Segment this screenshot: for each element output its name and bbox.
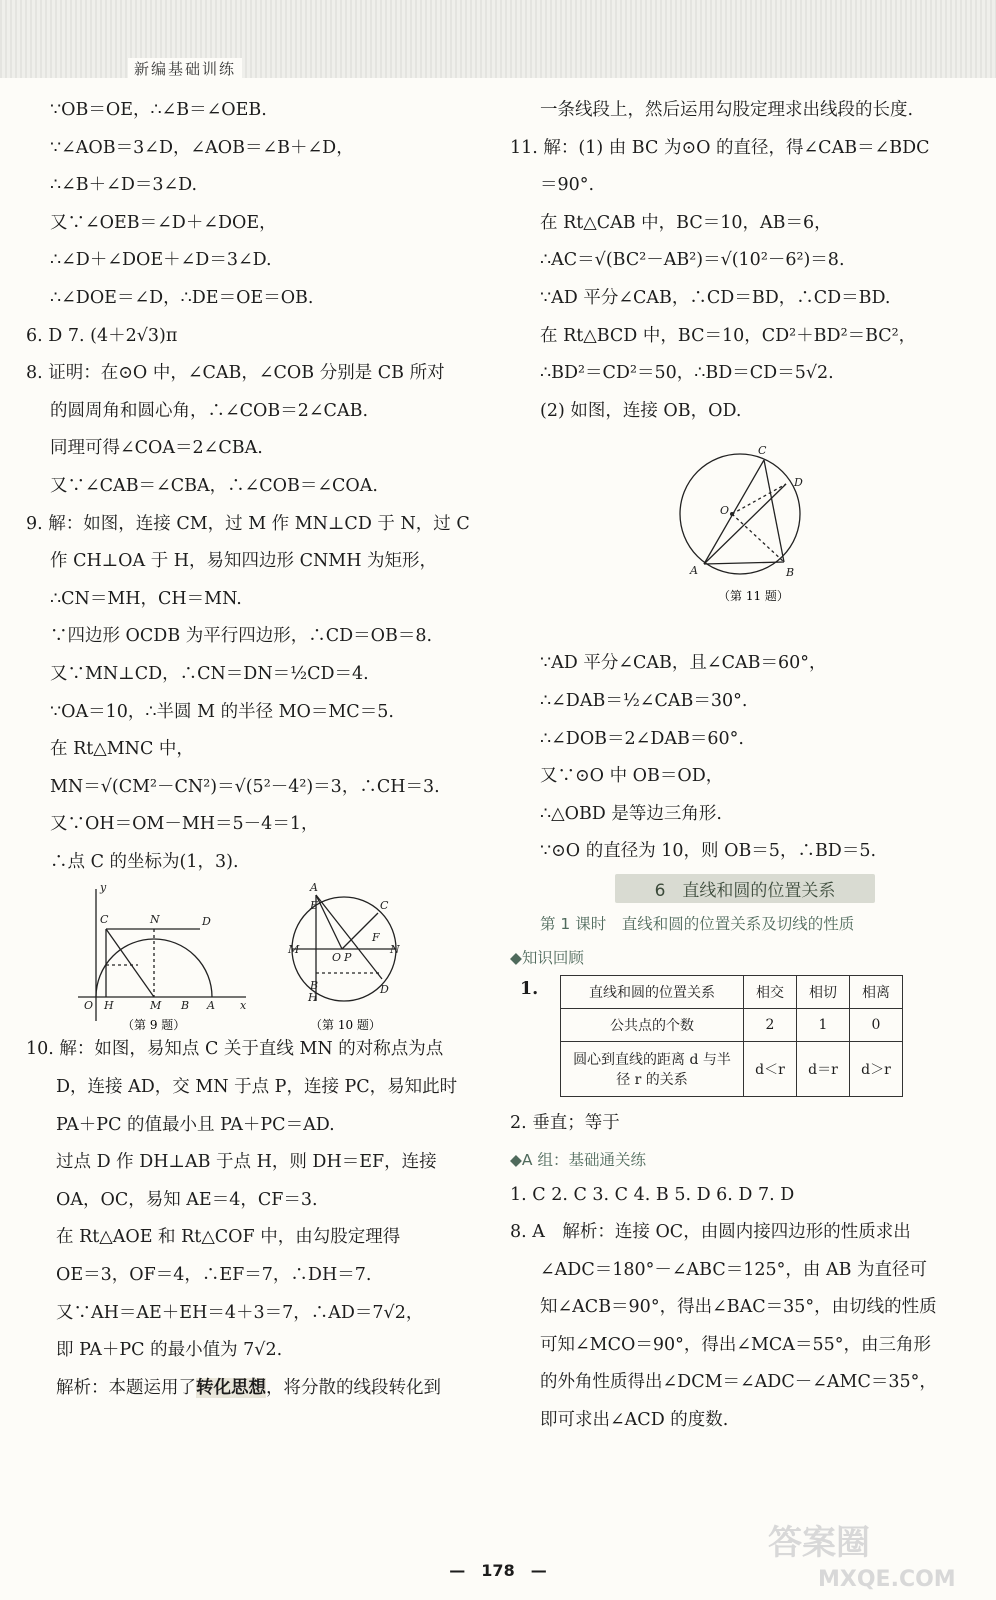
table-cell: d＞r [850,1041,903,1096]
table-cell: 相切 [797,975,850,1008]
text-line: MN＝√(CM²－CN²)＝√(5²－4²)＝3，∴CH＝3. [50,776,440,797]
text-line: 知∠ACB＝90°，得出∠BAC＝35°，由切线的性质 [540,1297,937,1318]
svg-text:O: O [84,999,94,1013]
text-line: ∴CN＝MH，CH＝MN. [50,588,242,609]
svg-text:F: F [372,931,380,945]
text-line: ∴∠B＋∠D＝3∠D. [50,175,198,196]
highlight-term: 转化思想 [196,1377,266,1398]
text-line: 10. 解：如图，易知点 C 关于直线 MN 的对称点为点 [26,1039,444,1060]
svg-text:H: H [308,991,318,1005]
text-line: 作 CH⊥OA 于 H，易知四边形 CNMH 为矩形， [50,551,438,572]
text-line: ∴∠DOE＝∠D，∴DE＝OE＝OB. [50,287,314,308]
text-line: 在 Rt△BCD 中，BC＝10，CD²＋BD²＝BC²， [540,325,917,346]
text-line: ∴△OBD 是等边三角形. [540,803,722,824]
text-line: 又∵AH＝AE＋EH＝4＋3＝7，∴AD＝7√2， [56,1302,424,1323]
text-line: 同理可得∠COA＝2∠CBA. [50,438,263,459]
table-cell: 相离 [850,975,903,1008]
table-cell: 圆心到直线的距离 d 与半径 r 的关系 [561,1041,744,1096]
text-line: OE＝3，OF＝4，∴EF＝7，∴DH＝7. [56,1265,372,1286]
text-line: ∴点 C 的坐标为(1，3). [50,851,239,872]
text-line: 一条线段上，然后运用勾股定理求出线段的长度. [540,100,914,120]
svg-text:E: E [310,899,319,913]
svg-text:C: C [380,899,389,913]
svg-text:A: A [207,999,215,1013]
table-cell: 直线和圆的位置关系 [561,975,744,1008]
svg-text:N: N [390,943,400,957]
svg-text:D: D [794,476,803,490]
svg-text:O: O [332,951,342,965]
fig11-caption: （第 11 题） [718,589,789,604]
text-line: 又∵MN⊥CD，∴CN＝DN＝½CD＝4. [50,663,369,684]
answer-line: 6. D 7. (4＋2√3)π [26,325,178,346]
analysis-line [26,1370,481,1408]
text-line: 又∵∠CAB＝∠CBA，∴∠COB＝∠COA. [50,475,378,496]
text-line: ∵AD 平分∠CAB，∴CD＝BD，∴CD＝BD. [540,287,891,308]
svg-text:B: B [310,979,319,993]
text-line: 过点 D 作 DH⊥AB 于点 H，则 DH＝EF，连接 [56,1152,437,1173]
text-line: ∵OB＝OE，∴∠B＝∠OEB. [50,100,267,120]
svg-text:y: y [100,881,107,895]
svg-text:A: A [690,564,698,578]
table-cell: d＜r [744,1041,797,1096]
text-line: PA＋PC 的值最小且 PA＋PC＝AD. [56,1114,335,1135]
table-cell: 2 [744,1008,797,1041]
svg-text:A: A [310,881,318,895]
text-line: 在 Rt△AOE 和 Rt△COF 中，由勾股定理得 [56,1227,401,1248]
svg-text:C: C [100,913,109,927]
text-line: 在 Rt△MNC 中， [50,739,194,760]
text-line: ∴∠DOB＝2∠DAB＝60°. [540,728,744,749]
table-cell: 公共点的个数 [561,1008,744,1041]
figure-11 [510,430,980,645]
table-row [561,1041,903,1096]
watermark-logo [758,1514,988,1594]
table-row [561,1008,903,1041]
fig10-caption: （第 10 题） [310,1018,381,1033]
text-line: ＝90°. [540,175,595,196]
svg-text:H: H [104,999,114,1013]
text-line: 即可求出∠ACD 的度数. [540,1410,729,1431]
section-title: 6 直线和圆的位置关系 [615,874,876,903]
right-column [510,92,980,1440]
svg-text:O: O [720,504,730,518]
analysis-suffix: ，将分散的线段转化到 [266,1377,441,1398]
svg-text:D: D [202,915,211,929]
svg-text:P: P [344,951,352,965]
text-line: ∴BD²＝CD²＝50，∴BD＝CD＝5√2. [540,363,834,384]
analysis-prefix: 解析：本题运用了 [56,1377,196,1398]
svg-text:B: B [181,999,190,1013]
book-title: 新编基础训练 [128,58,242,79]
text-line: 8. 证明：在⊙O 中，∠CAB，∠COB 分别是 CB 所对 [26,363,445,384]
svg-text:答案圈: 答案圈 [768,1523,870,1563]
text-line: 又∵∠OEB＝∠D＋∠DOE， [50,212,277,233]
svg-text:MXQE.COM: MXQE.COM [818,1567,956,1592]
table-cell: d＝r [797,1041,850,1096]
answer-line: 2. 垂直；等于 [510,1112,620,1133]
figures-9-10 [26,881,481,1031]
text-line: OA，OC，易知 AE＝4，CF＝3. [56,1189,318,1210]
group-a-tag: ◆A 组：基础通关练 [510,1150,646,1169]
q1-label: 1. [520,978,539,999]
svg-text:B: B [786,566,795,580]
svg-text:C: C [758,444,767,458]
left-column [26,92,481,1407]
text-line: 可知∠MCO＝90°，得出∠MCA＝55°，由三角形 [540,1334,931,1355]
text-line: D，连接 AD，交 MN 于点 P，连接 PC，易知此时 [56,1077,458,1098]
text-line: ∵四边形 OCDB 为平行四边形，∴CD＝OB＝8. [50,626,433,647]
text-line: 11. 解：(1) 由 BC 为⊙O 的直径，得∠CAB＝∠BDC [510,137,930,158]
text-line: 的外角性质得出∠DCM＝∠ADC－∠AMC＝35°， [540,1372,937,1393]
table-cell: 0 [850,1008,903,1041]
text-line: ∴AC＝√(BC²－AB²)＝√(10²－6²)＝8. [540,250,845,271]
text-line: ∵OA＝10，∴半圆 M 的半径 MO＝MC＝5. [50,701,394,722]
table-row [561,975,903,1008]
section-heading [510,871,980,907]
review-tag: ◆知识回顾 [510,948,584,967]
text-line: 的圆周角和圆心角，∴∠COB＝2∠CAB. [50,400,369,421]
fig9-caption: （第 9 题） [122,1018,186,1033]
table-cell: 1 [797,1008,850,1041]
text-line: ∴∠D＋∠DOE＋∠D＝3∠D. [50,250,272,271]
text-line: 又∵OH＝OM－MH＝5－4＝1， [50,814,319,835]
svg-text:x: x [240,999,247,1013]
text-line: 8. A 解析：连接 OC，由圆内接四边形的性质求出 [510,1222,911,1243]
figure-10 [288,881,496,1033]
svg-text:N: N [150,913,160,927]
svg-text:M: M [288,943,300,957]
text-line: ∵∠AOB＝3∠D，∠AOB＝∠B＋∠D， [50,137,354,158]
text-line: 又∵⊙O 中 OB＝OD， [540,766,724,787]
relation-table [560,975,903,1097]
text-line: 即 PA＋PC 的最小值为 7√2. [56,1340,283,1361]
svg-text:D: D [380,983,389,997]
text-line: ∴∠DAB＝½∠CAB＝30°. [540,690,748,711]
text-line: (2) 如图，连接 OB，OD. [540,400,742,421]
answer-line: 1. C 2. C 3. C 4. B 5. D 6. D 7. D [510,1184,795,1205]
table-cell: 相交 [744,975,797,1008]
text-line: 9. 解：如图，连接 CM，过 M 作 MN⊥CD 于 N，过 C [26,513,470,534]
text-line: ∵⊙O 的直径为 10，则 OB＝5，∴BD＝5. [540,841,877,862]
text-line: 在 Rt△CAB 中，BC＝10，AB＝6， [540,212,832,233]
lesson-title: 第 1 课时 直线和圆的位置关系及切线的性质 [540,914,855,933]
text-line: ∵AD 平分∠CAB，且∠CAB＝60°， [540,653,827,674]
page-number: — 178 — [449,1561,547,1580]
svg-text:M: M [150,999,162,1013]
text-line: ∠ADC＝180°－∠ABC＝125°，由 AB 为直径可 [540,1259,928,1280]
q1-block [510,975,980,1105]
